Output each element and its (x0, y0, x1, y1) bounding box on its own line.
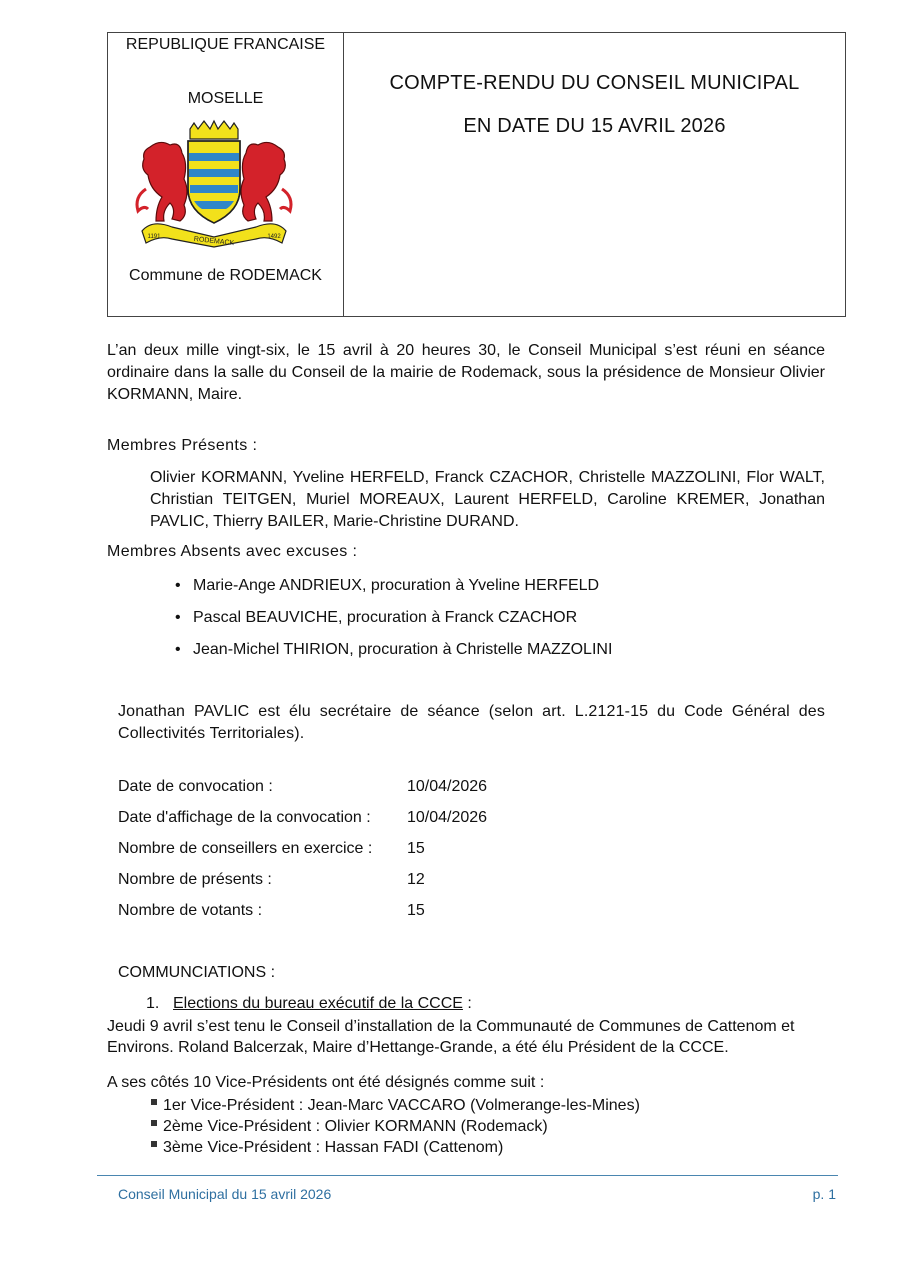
members-absent-label: Membres Absents avec excuses : (107, 543, 358, 560)
vice-presidents-intro: A ses côtés 10 Vice-Présidents ont été désignés comme suit : (107, 1074, 545, 1091)
vice-president: 2ème Vice-Président : Olivier KORMANN (Rodemack) (163, 1118, 548, 1135)
bullet-icon: • (175, 577, 181, 594)
communications-heading: COMMUNCIATIONS : (118, 964, 276, 981)
absent-member: Pascal BEAUVICHE, procuration à Franck CZACHOR (193, 609, 578, 626)
info-value: 12 (407, 871, 425, 888)
table-row (118, 870, 487, 901)
crest-year-right: 1492 (267, 234, 281, 240)
item-title: Elections du bureau exécutif de la CCCE (173, 995, 463, 1012)
communication-item-1 (146, 995, 472, 1013)
commune-label: Commune de RODEMACK (129, 267, 322, 284)
info-label: Date d'affichage de la convocation : (118, 809, 371, 826)
members-present-list: Olivier KORMANN, Yveline HERFELD, Franck CZACHOR, Christelle MAZZOLINI, Flor WALT, Christian TEITGEN, Muriel MOREAUX, Laurent HERFELD, Caroline KREMER, Jonathan PAVLIC, Thierry BAILER, Marie-Christine DURAND. (150, 469, 825, 530)
communication-item-1-text: Jeudi 9 avril s’est tenu le Conseil d’installation de la Communauté de Communes de Cattenom et Environs. Roland Balcerzak, Maire d’Hettange-Grande, a été élu Président de la CCCE. (107, 1018, 795, 1056)
info-label: Nombre de votants : (118, 902, 263, 919)
info-value: 10/04/2026 (407, 809, 488, 826)
coat-of-arms-logo (132, 119, 296, 251)
info-label: Nombre de conseillers en exercice : (118, 840, 373, 857)
crest-year-left: 1191 (147, 234, 161, 240)
vice-presidents-list (150, 1095, 640, 1158)
square-bullet-icon (151, 1099, 157, 1105)
footer-divider (97, 1175, 838, 1176)
list-item (150, 1137, 640, 1158)
info-value: 10/04/2026 (407, 778, 488, 795)
document-title: COMPTE-RENDU DU CONSEIL MUNICIPAL (389, 72, 800, 94)
header-table (107, 32, 846, 317)
list-item (175, 640, 612, 672)
square-bullet-icon (151, 1120, 157, 1126)
vice-president: 3ème Vice-Président : Hassan FADI (Cattenom) (163, 1139, 504, 1156)
absent-member: Marie-Ange ANDRIEUX, procuration à Yveline HERFELD (193, 577, 600, 594)
document-date-title: EN DATE DU 15 AVRIL 2026 (463, 115, 726, 137)
square-bullet-icon (151, 1141, 157, 1147)
vice-president: 1er Vice-Président : Jean-Marc VACCARO (Volmerange-les-Mines) (163, 1097, 640, 1114)
republique-label: REPUBLIQUE FRANCAISE (125, 36, 326, 53)
secretaire-paragraph: Jonathan PAVLIC est élu secrétaire de séance (selon art. L.2121-15 du Code Général des Collectivités Territoriales). (118, 703, 825, 742)
info-label: Nombre de présents : (118, 871, 272, 888)
header-right-cell (344, 33, 845, 316)
table-row (118, 777, 487, 808)
intro-paragraph: L’an deux mille vingt-six, le 15 avril à 20 heures 30, le Conseil Municipal s’est réuni en séance ordinaire dans la salle du Conseil de la mairie de Rodemack, sous la présidence de Monsieur Olivier KORMANN, Maire. (107, 342, 825, 403)
list-item (150, 1095, 640, 1116)
list-item (175, 576, 612, 608)
table-row (118, 839, 487, 870)
list-item (175, 608, 612, 640)
crest-motto: RODEMACK (193, 235, 235, 248)
departement-label: MOSELLE (187, 90, 264, 107)
info-value: 15 (407, 840, 425, 857)
item-title-suffix: : (462, 995, 472, 1012)
convocation-info-table (118, 777, 487, 932)
bullet-icon: • (175, 641, 181, 658)
page-number: p. 1 (812, 1186, 836, 1202)
members-present-label: Membres Présents : (107, 437, 258, 454)
bullet-icon: • (175, 609, 181, 626)
table-row (118, 901, 487, 932)
header-left-cell (108, 33, 344, 316)
footer-title: Conseil Municipal du 15 avril 2026 (118, 1186, 332, 1202)
table-row (118, 808, 487, 839)
info-value: 15 (407, 902, 425, 919)
info-label: Date de convocation : (118, 778, 273, 795)
absent-member: Jean-Michel THIRION, procuration à Christelle MAZZOLINI (193, 641, 613, 658)
item-number: 1. (146, 995, 160, 1012)
list-item (150, 1116, 640, 1137)
members-absent-list (175, 576, 612, 672)
